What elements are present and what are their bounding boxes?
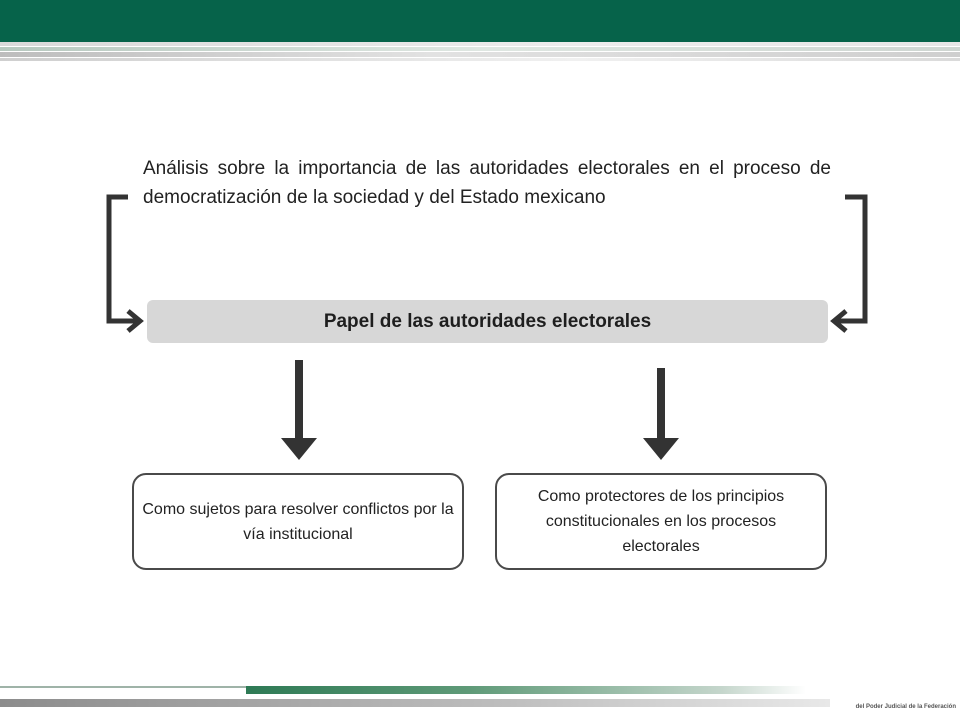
central-node: Papel de las autoridades electorales <box>147 300 828 343</box>
footer-logo-text: del Poder Judicial de la Federación <box>855 704 956 710</box>
branch-node-left <box>132 473 464 570</box>
left-feedback-connector <box>109 197 140 331</box>
footer-stripe <box>246 686 806 694</box>
branch-node-left-text: Como sujetos para resolver conflictos por la vía institucional <box>142 500 454 543</box>
intro-text: Análisis sobre la importancia de las autoridades electorales en el proceso de democratización de la sociedad y del Estado mexicano <box>143 158 831 208</box>
branch-node-right-text: Como protectores de los principios constitucionales en los procesos electorales <box>537 488 785 555</box>
footer-stripe <box>0 699 830 707</box>
footer-bar <box>0 686 960 720</box>
down-arrow-right <box>643 368 679 460</box>
footer-stripe <box>0 686 246 688</box>
right-feedback-connector <box>834 197 865 331</box>
down-arrow-left <box>281 360 317 460</box>
branch-node-right <box>495 473 827 570</box>
